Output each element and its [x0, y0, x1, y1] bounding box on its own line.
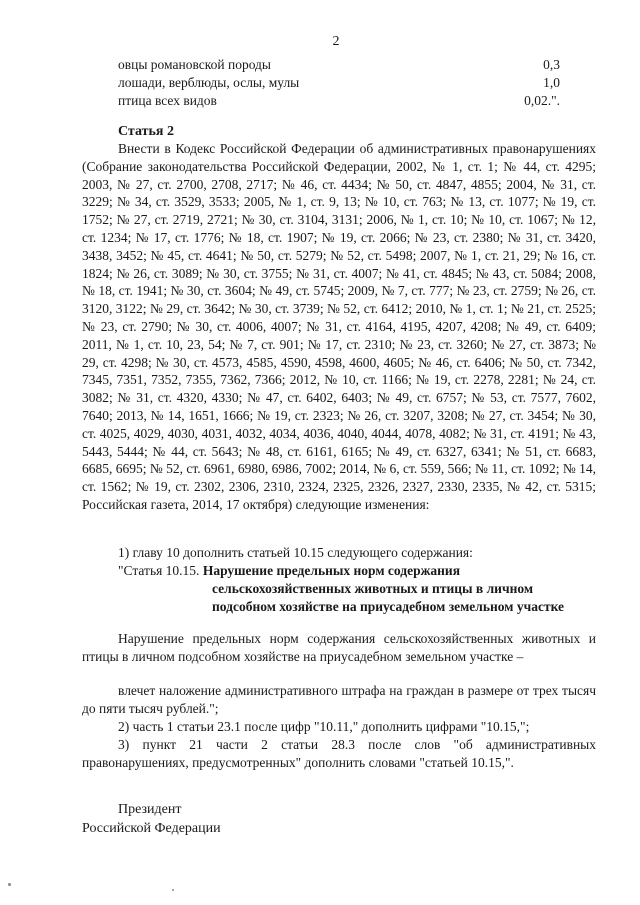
amendment-item-1: 1) главу 10 дополнить статьей 10.15 следующего содержания: — [118, 545, 473, 560]
table-row — [118, 74, 560, 92]
table-row — [118, 56, 560, 74]
new-article-title-line: сельскохозяйственных животных и птицы в личном — [212, 581, 534, 596]
coefficient-value: 1,0 — [543, 75, 560, 90]
coefficient-value: 0,3 — [543, 57, 560, 72]
new-article-number: "Статья 10.15. — [118, 563, 200, 578]
penalty-text: влечет наложение административного штрафа на граждан в размере от трех тысяч до пяти тысяч рублей."; — [82, 683, 596, 716]
scan-speck — [8, 883, 11, 886]
page-number: 2 — [332, 34, 340, 49]
signature-organization: Российской Федерации — [82, 821, 221, 836]
animal-name: птица всех видов — [118, 93, 217, 108]
animal-name: овцы романовской породы — [118, 57, 271, 72]
new-article-title-line: Нарушение предельных норм содержания — [202, 563, 461, 578]
table-row — [118, 92, 560, 110]
article-heading: Статья 2 — [118, 124, 174, 139]
amendment-item-3: 3) пункт 21 части 2 статьи 28.3 после слов "об административных правонарушениях, предусмотренных" дополнить словами "статьей 10.15,". — [82, 737, 596, 770]
animal-name: лошади, верблюды, ослы, мулы — [118, 75, 300, 90]
violation-text: Нарушение предельных норм содержания сельскохозяйственных животных и птицы в личном подсобном хозяйстве на приусадебном земельном участке – — [82, 631, 596, 664]
article-body: Внести в Кодекс Российской Федерации об административных правонарушениях (Собрание законодательства Российской Федерации, 2002, № 1, ст. 1; № 44, ст. 4295; 2003, № 27, ст. 2700, 2708, 2717; № 46, ст. 4434; № 50, ст. 4847, 4855; 2004, № 31, ст. 3229; № 34, ст. 3529, 3533; 2005, № 1, ст. 9, 13; № 10, ст. 763; № 13, ст. 1077; № 19, ст. 1752; № 27, ст. 2719, 2721; № 30, ст. 3104, 3131; 2006, № 1, ст. 10; № 10, ст. 1067; № 12, ст. 1234; № 17, ст. 1776; № 18, ст. 1907; № 19, ст. 2066; № 23, ст. 2380; № 31, ст. 3420, 3438, 3452; № 45, ст. 4641; № 50, ст. 5279; № 52, ст. 5498; 2007, № 1, ст. 21, 29; № 16, ст. 1824; № 26, ст. 3089; № 30, ст. 3755; № 31, ст. 4007; № 41, ст. 4845; № 43, ст. 5084; 2008, № 18, ст. 1941; № 30, ст. 3604; № 49, ст. 5745; 2009, № 7, ст. 777; № 23, ст. 2759; № 26, ст. 3120, 3122; № 29, ст. 3642; № 30, ст. 3739; № 52, ст. 6412; 2010, № 1, ст. 1; № 21, ст. 2525; № 23, ст. 2790; № 30, ст. 4006, 4007; № 31, ст. 4164, 4195, 4207, 4208; № 49, ст. 6409; 2011, № 1, ст. 10, 23, 54; № 7, ст. 901; № 17, ст. 2310; № 23, ст. 3260; № 27, ст. 3873; № 29, ст. 4298; № 30, ст. 4573, 4585, 4590, 4598, 4600, 4605; № 46, ст. 6406; № 50, ст. 7342, 7345, 7351, 7352, 7355, 7362, 7366; 2012, № 10, ст. 1166; № 19, ст. 2278, 2281; № 24, ст. 3082; № 31, ст. 4320, 4330; № 47, ст. 6402, 6403; № 49, ст. 6757; № 53, ст. 7577, 7602, 7640; 2013, № 14, 1651, 1666; № 19, ст. 2323; № 26, ст. 3207, 3208; № 27, ст. 3454; № 30, ст. 4025, 4029, 4030, 4031, 4032, 4034, 4036, 4040, 4044, 4078, 4082; № 31, ст. 4191; № 43, 5443, 5444; № 44, ст. 5643; № 48, ст. 6161, 6165; № 49, ст. 6327, 6341; № 51, ст. 6683, 6685, 6695; № 52, ст. 6961, 6980, 6986, 7002; 2014, № 6, ст. 559, 566; № 11, ст. 1092; № 14, ст. 1562; № 19, ст. 2302, 2306, 2310, 2324, 2325, 2326, 2327, 2330, 2335, № 42, ст. 5315; Российская газета, 2014, 17 октября) следующие изменения: — [82, 141, 596, 512]
new-article-title — [118, 562, 460, 580]
new-article-title-line: подсобном хозяйстве на приусадебном земельном участке — [212, 599, 565, 614]
coefficient-value: 0,02.". — [524, 93, 560, 108]
signature-title: Президент — [118, 802, 182, 817]
scan-speck — [172, 889, 174, 891]
amendment-item-2: 2) часть 1 статьи 23.1 после цифр "10.11," дополнить цифрами "10.15,"; — [118, 719, 530, 734]
